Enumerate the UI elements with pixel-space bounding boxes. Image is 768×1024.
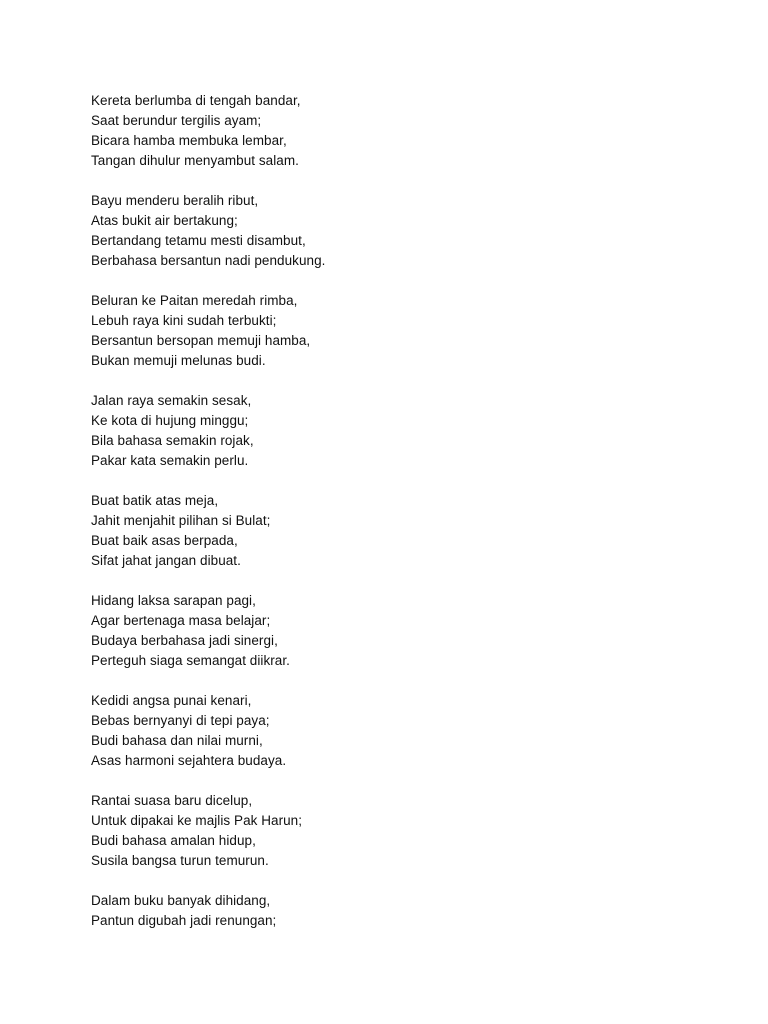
poem-line: Bayu menderu beralih ribut, [91, 193, 259, 208]
poem-line: Agar bertenaga masa belajar; [91, 613, 271, 628]
pantun-poem [91, 91, 691, 951]
stanza-2 [91, 191, 691, 271]
stanza-1 [91, 91, 691, 171]
poem-line: Jahit menjahit pilihan si Bulat; [91, 513, 271, 528]
poem-line: Berbahasa bersantun nadi pendukung. [91, 253, 326, 268]
poem-line: Untuk dipakai ke majlis Pak Harun; [91, 813, 303, 828]
poem-line: Buat baik asas berpada, [91, 533, 238, 548]
poem-line: Hidang laksa sarapan pagi, [91, 593, 256, 608]
poem-line: Bukan memuji melunas budi. [91, 353, 266, 368]
poem-line: Sifat jahat jangan dibuat. [91, 553, 241, 568]
poem-line: Kedidi angsa punai kenari, [91, 693, 252, 708]
poem-line: Bersantun bersopan memuji hamba, [91, 333, 311, 348]
poem-line: Tangan dihulur menyambut salam. [91, 153, 299, 168]
poem-line: Bicara hamba membuka lembar, [91, 133, 287, 148]
poem-line: Susila bangsa turun temurun. [91, 853, 269, 868]
poem-line: Rantai suasa baru dicelup, [91, 793, 253, 808]
poem-line: Buat batik atas meja, [91, 493, 219, 508]
poem-line: Pantun digubah jadi renungan; [91, 913, 277, 928]
poem-line: Asas harmoni sejahtera budaya. [91, 753, 287, 768]
stanza-3 [91, 291, 691, 371]
stanza-5 [91, 491, 691, 571]
stanza-6 [91, 591, 691, 671]
poem-line: Bila bahasa semakin rojak, [91, 433, 254, 448]
poem-line: Atas bukit air bertakung; [91, 213, 238, 228]
poem-line: Budaya berbahasa jadi sinergi, [91, 633, 278, 648]
poem-line: Ke kota di hujung minggu; [91, 413, 249, 428]
stanza-4 [91, 391, 691, 471]
poem-line: Budi bahasa amalan hidup, [91, 833, 256, 848]
stanza-9 [91, 891, 691, 931]
poem-line: Budi bahasa dan nilai murni, [91, 733, 263, 748]
poem-line: Pakar kata semakin perlu. [91, 453, 249, 468]
poem-line: Beluran ke Paitan meredah rimba, [91, 293, 298, 308]
stanza-7 [91, 691, 691, 771]
poem-line: Lebuh raya kini sudah terbukti; [91, 313, 277, 328]
poem-line: Saat berundur tergilis ayam; [91, 113, 262, 128]
stanza-8 [91, 791, 691, 871]
poem-line: Kereta berlumba di tengah bandar, [91, 93, 301, 108]
poem-line: Jalan raya semakin sesak, [91, 393, 252, 408]
poem-line: Bertandang tetamu mesti disambut, [91, 233, 306, 248]
poem-line: Bebas bernyanyi di tepi paya; [91, 713, 270, 728]
poem-line: Perteguh siaga semangat diikrar. [91, 653, 290, 668]
poem-line: Dalam buku banyak dihidang, [91, 893, 271, 908]
